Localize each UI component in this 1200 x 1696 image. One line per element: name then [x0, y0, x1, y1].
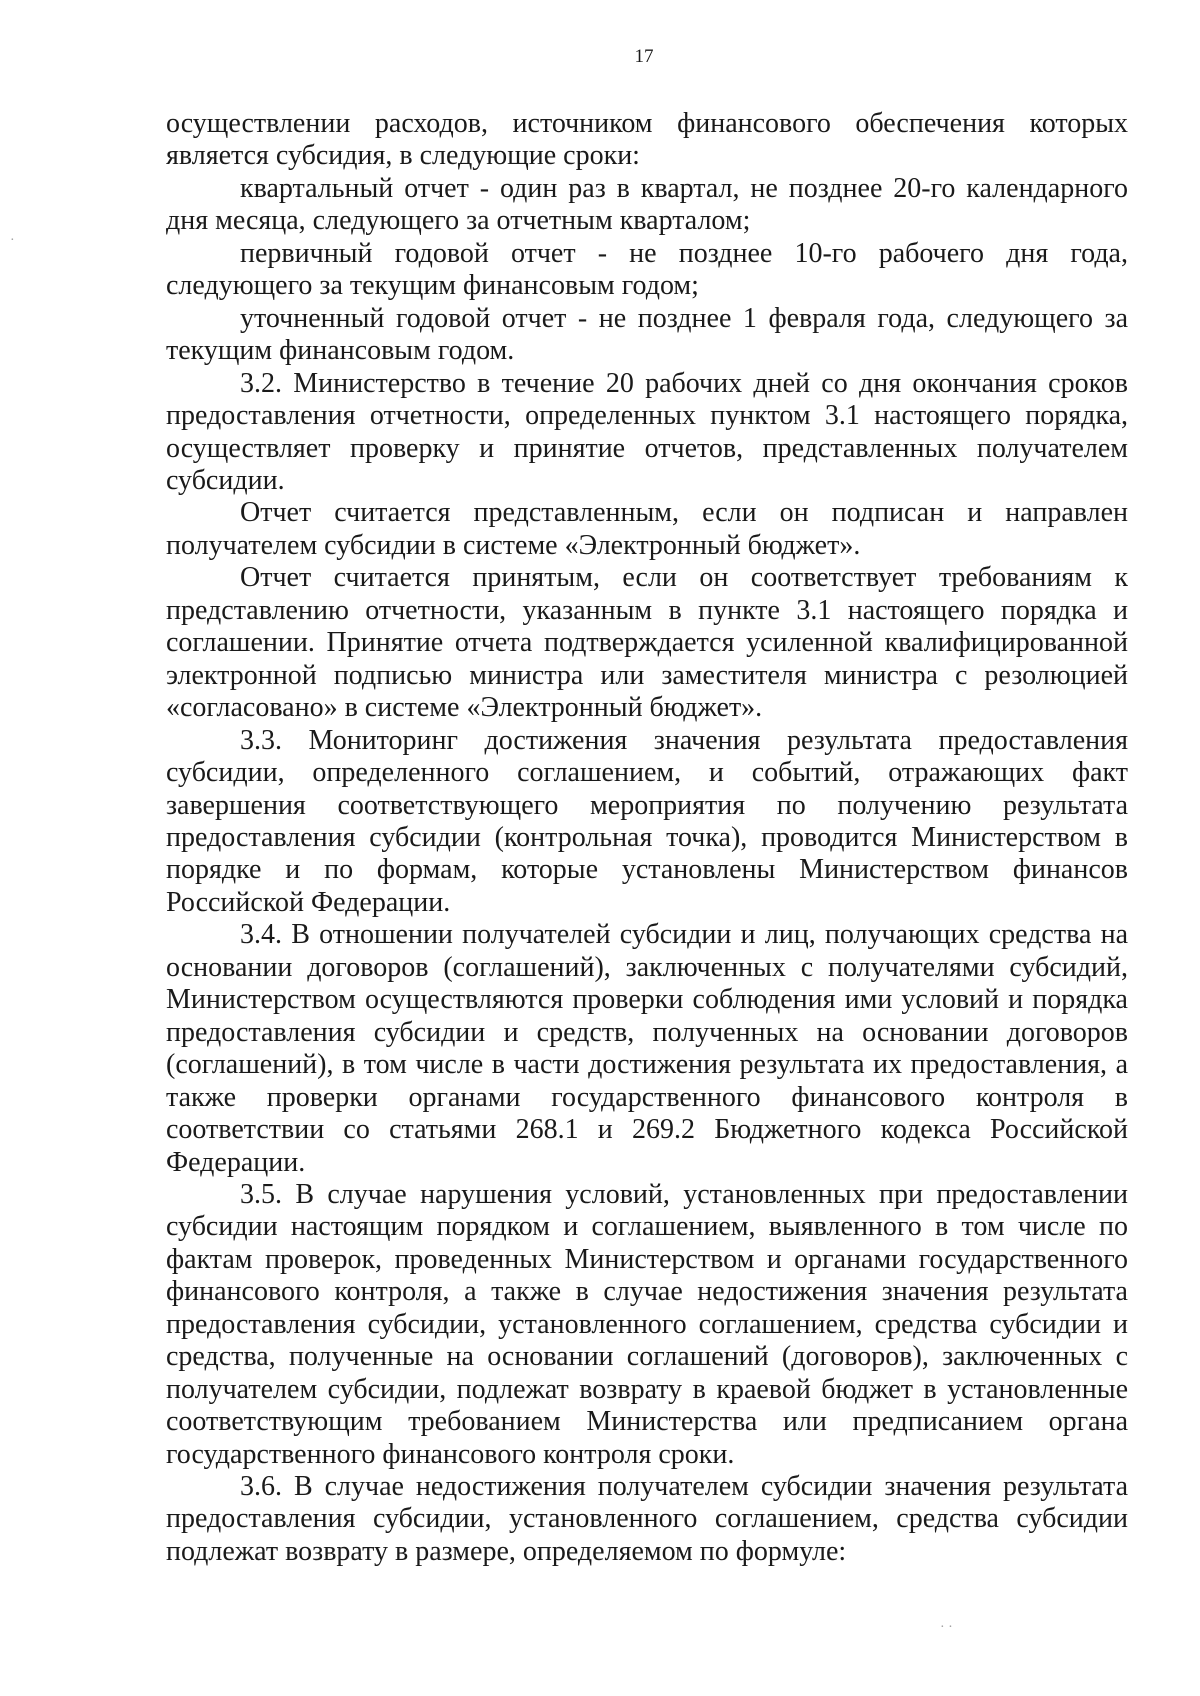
scan-speck: · · — [940, 1620, 953, 1635]
paragraph-quarterly-report: квартальный отчет - один раз в квартал, не позднее 20-го календарного дня месяца, следующего за отчетным кварталом; — [166, 172, 1128, 237]
paragraph-primary-annual-report: первичный годовой отчет - не позднее 10-го рабочего дня года, следующего за текущим финансовым годом; — [166, 237, 1128, 302]
paragraph-3-6: 3.6. В случае недостижения получателем субсидии значения результата предоставления субсидии, установленного соглашением, средства субсидии подлежат возврату в размере, определяемом по формуле: — [166, 1471, 1128, 1567]
paragraph-report-submitted: Отчет считается представленным, если он подписан и направлен получателем субсидии в системе «Электронный бюджет». — [166, 497, 1128, 561]
paragraph-updated-annual-report: уточненный годовой отчет - не позднее 1 февраля года, следующего за текущим финансовым годом. — [166, 302, 1128, 367]
document-body — [166, 108, 1128, 1568]
paragraph-continuation: осуществлении расходов, источником финансового обеспечения которых является субсидия, в следующие сроки: — [166, 108, 1128, 172]
paragraph-3-3: 3.3. Мониторинг достижения значения результата предоставления субсидии, определенного соглашением, и событий, отражающих факт завершения соответствующего мероприятия по получению результата предоставления субсидии (контрольная точка), проводится Министерством в порядке и по формам, которые установлены Министерством финансов Российской Федерации. — [166, 724, 1128, 918]
page-number: 17 — [634, 46, 654, 67]
paragraph-report-accepted: Отчет считается принятым, если он соответствует требованиям к представлению отчетности, указанным в пункте 3.1 настоящего порядка и соглашении. Принятие отчета подтверждается усиленной квалифицированной электронной подписью министра или заместителя министра с резолюцией «согласовано» в системе «Электронный бюджет». — [166, 562, 1128, 724]
paragraph-3-5: 3.5. В случае нарушения условий, установленных при предоставлении субсидии настоящим порядком и соглашением, выявленного в том числе по фактам проверок, проведенных Министерством и органами государственного финансового контроля, а также в случае недостижения значения результата предоставления субсидии, установленного соглашением, средства субсидии и средства, полученные на основании соглашений (договоров), заключенных с получателем субсидии, подлежат возврату в краевой бюджет в установленные соответствующим требованием Министерства или предписанием органа государственного финансового контроля сроки. — [166, 1178, 1128, 1470]
paragraph-3-4: 3.4. В отношении получателей субсидии и лиц, получающих средства на основании договоров (соглашений), заключенных с получателями субсидий, Министерством осуществляются проверки соблюдения ими условий и порядка предоставления субсидии и средств, полученных на основании договоров (соглашений), в том числе в части достижения результата их предоставления, а также проверки органами государственного финансового контроля в соответствии со статьями 268.1 и 269.2 Бюджетного кодекса Российской Федерации. — [166, 919, 1128, 1178]
paragraph-3-2: 3.2. Министерство в течение 20 рабочих дней со дня окончания сроков предоставления отчетности, определенных пунктом 3.1 настоящего порядка, осуществляет проверку и принятие отчетов, представленных получателем субсидии. — [166, 367, 1128, 496]
scan-speck: · — [10, 233, 15, 248]
